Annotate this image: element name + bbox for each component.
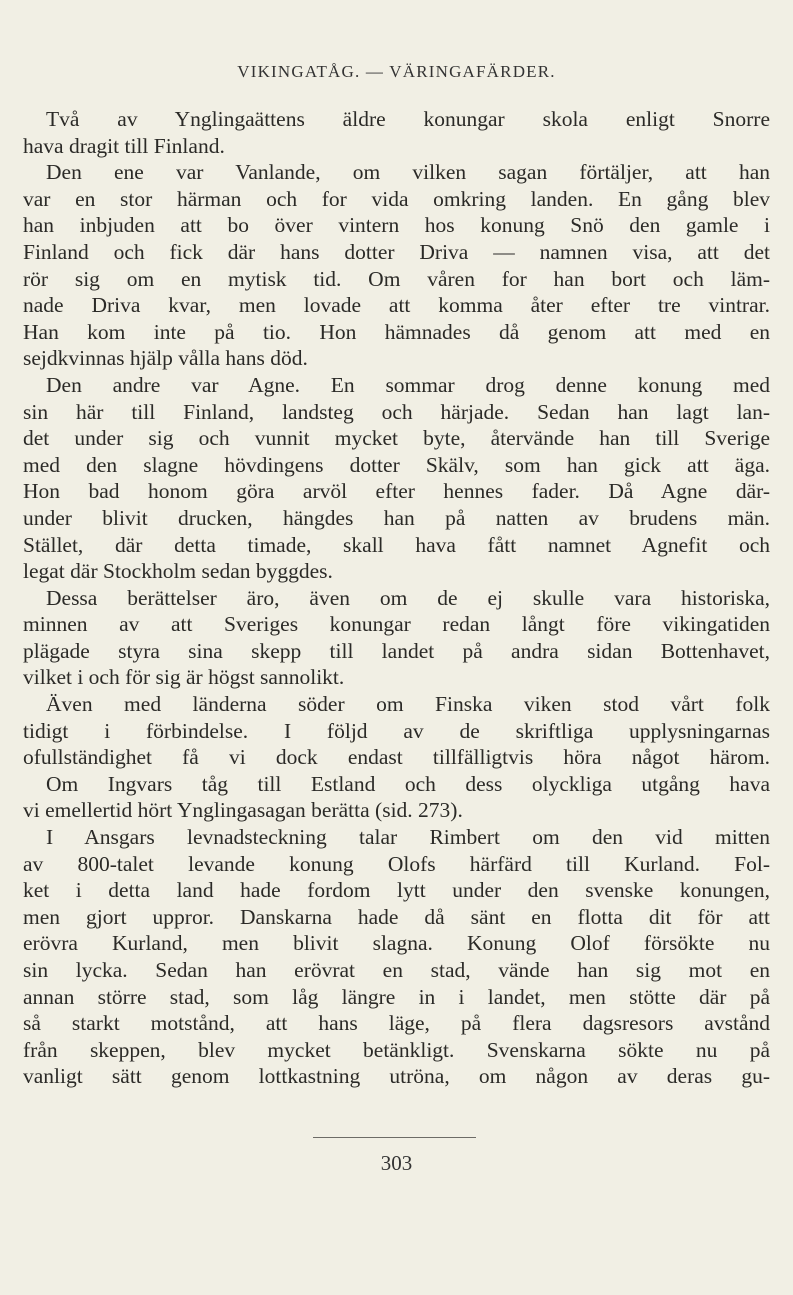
body-text	[23, 106, 770, 1090]
text-line: minnen av att Sveriges konungar redan långt före vikingatiden	[23, 612, 770, 637]
text-line: så starkt motstånd, att hans läge, på flera dagsresors avstånd	[23, 1011, 770, 1036]
text-line: Den andre var Agne. En sommar drog denne konung med	[46, 372, 770, 397]
text-line: men gjort uppror. Danskarna hade då sänt en flotta dit för att	[23, 904, 770, 929]
text-line: Den ene var Vanlande, om vilken sagan förtäljer, att han	[46, 160, 770, 185]
text-line: hava dragit till Finland.	[23, 133, 225, 158]
text-line: Dessa berättelser äro, även om de ej skulle vara historiska,	[46, 585, 770, 610]
running-head: VIKINGATÅG. — VÄRINGAFÄRDER.	[237, 62, 556, 81]
text-line: vi emellertid hört Ynglingasagan berätta (sid. 273).	[23, 798, 463, 823]
text-line: sin lycka. Sedan han erövrat en stad, vände han sig mot en	[23, 958, 770, 982]
text-line: I Ansgars levnadsteckning talar Rimbert om den vid mitten	[46, 825, 770, 850]
text-line: vanligt sätt genom lottkastning utröna, om någon av deras gu-	[23, 1064, 770, 1089]
text-line: ket i detta land hade fordom lytt under den svenske konungen,	[23, 878, 770, 903]
text-line: med den slagne hövdingens dotter Skälv, som han gick att äga.	[23, 452, 770, 477]
text-line: under blivit drucken, hängdes han på natten av brudens män.	[23, 505, 770, 530]
text-line: legat där Stockholm sedan byggdes.	[23, 559, 333, 584]
text-line: Finland och fick där hans dotter Driva — namnen visa, att det	[23, 239, 770, 264]
text-line: sejdkvinnas hjälp vålla hans död.	[23, 346, 308, 371]
text-line: Han kom inte på tio. Hon hämnades då genom att med en	[23, 319, 770, 344]
text-line: av 800-talet levande konung Olofs härfärd till Kurland. Fol-	[23, 851, 770, 876]
text-line: Även med länderna söder om Finska viken stod vårt folk	[46, 692, 770, 717]
footer-rule	[313, 1137, 476, 1138]
text-line: vilket i och för sig är högst sannolikt.	[23, 665, 345, 690]
text-line: ofullständighet få vi dock endast tillfälligtvis höra något härom.	[23, 745, 770, 770]
text-line: var en stor härman och for vida omkring landen. En gång blev	[23, 186, 770, 211]
text-line: tidigt i förbindelse. I följd av de skriftliga upplysningarnas	[23, 718, 770, 743]
text-line: Två av Ynglingaättens äldre konungar skola enligt Snorre	[46, 107, 770, 131]
page-number: 303	[380, 1151, 413, 1175]
text-line: plägade styra sina skepp till landet på andra sidan Bottenhavet,	[23, 638, 770, 663]
text-line: sin här till Finland, landsteg och härjade. Sedan han lagt lan-	[23, 399, 770, 424]
text-line: från skeppen, blev mycket betänkligt. Svenskarna sökte nu på	[23, 1037, 770, 1062]
text-line: rör sig om en mytisk tid. Om våren for han bort och läm-	[23, 266, 770, 291]
text-line: annan större stad, som låg längre in i landet, men stötte där på	[23, 984, 770, 1009]
text-line: han inbjuden att bo över vintern hos konung Snö den gamle i	[23, 213, 770, 238]
text-line: Stället, där detta timade, skall hava fått namnet Agnefit och	[23, 532, 770, 557]
text-line: erövra Kurland, men blivit slagna. Konung Olof försökte nu	[23, 931, 770, 956]
text-line: det under sig och vunnit mycket byte, återvände han till Sverige	[23, 426, 770, 451]
text-line: Hon bad honom göra arvöl efter hennes fader. Då Agne där-	[23, 479, 770, 504]
text-line: Om Ingvars tåg till Estland och dess olyckliga utgång hava	[46, 771, 770, 796]
text-line: nade Driva kvar, men lovade att komma åter efter tre vintrar.	[23, 293, 770, 318]
